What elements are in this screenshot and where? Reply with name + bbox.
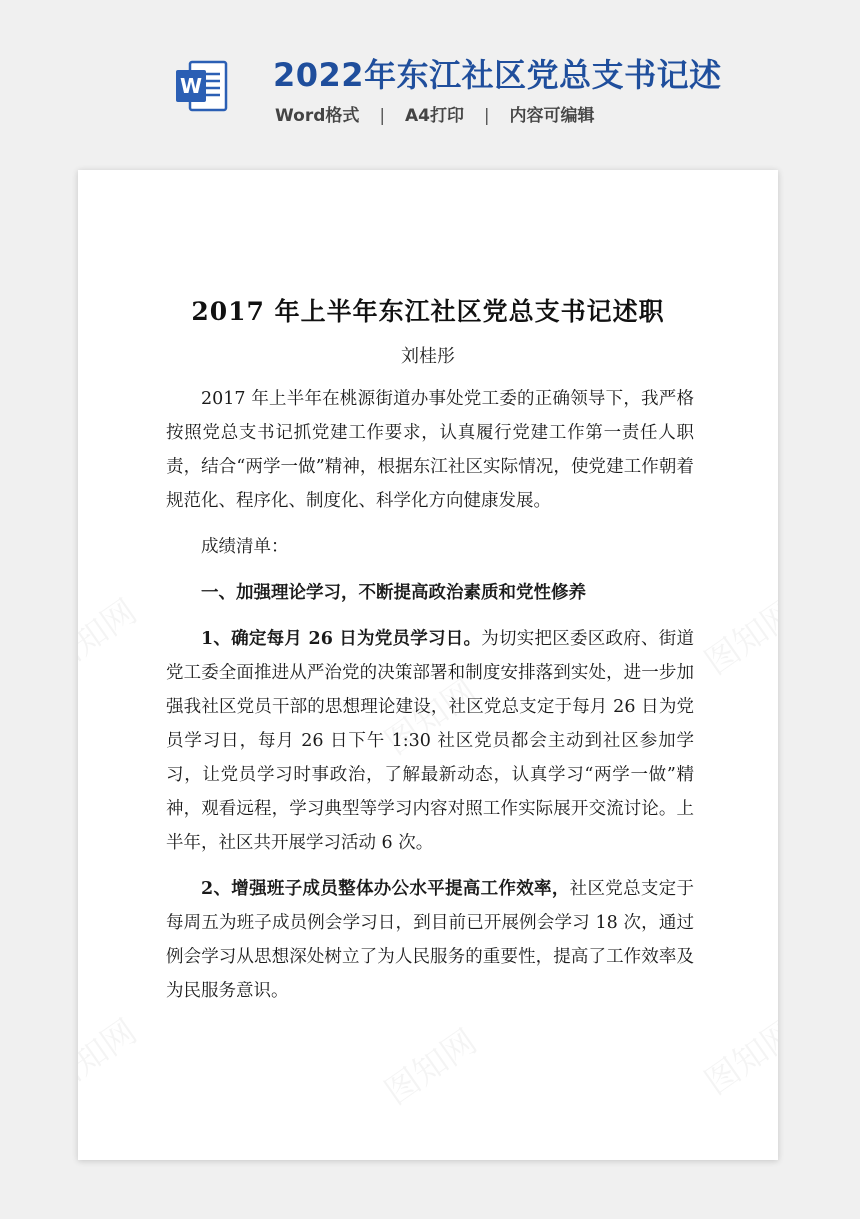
document-page: [78, 170, 778, 1160]
tag-separator: |: [483, 106, 490, 126]
header: [0, 0, 860, 160]
header-tags: [275, 101, 595, 126]
item-paragraph: [166, 622, 694, 860]
word-doc-icon: [174, 58, 230, 114]
watermark: [373, 1015, 485, 1114]
watermark: [78, 585, 145, 684]
tag-editable: 内容可编辑: [509, 106, 595, 126]
document-author: 刘桂彤: [401, 346, 455, 367]
section-heading: 一、加强理论学习，不断提高政治素质和党性修养: [201, 583, 586, 603]
document-body: [166, 382, 694, 1008]
header-title: 2022年东江社区党总支书记述: [273, 56, 722, 94]
item-body: 社区党总支定于每周五为班子成员例会学习日，到目前已开展例会学习 18 次，通过例会学习从思想深处树立了为人民服务的重要性，提高了工作效率及为民服务意识。: [166, 879, 694, 1001]
tag-separator: |: [379, 106, 386, 126]
item-lead: 1、确定每月 26 日为党员学习日。: [201, 629, 482, 649]
tag-print: A4打印: [404, 106, 464, 126]
document-title: 2017 年上半年东江社区党总支书记述职: [191, 297, 665, 326]
item-lead: 2、增强班子成员整体办公水平提高工作效率，: [201, 879, 570, 899]
item-paragraph: [166, 872, 694, 1008]
intro-paragraph: 2017 年上半年在桃源街道办事处党工委的正确领导下，我严格按照党总支书记抓党建工作要求，认真履行党建工作第一责任人职责，结合“两学一做”精神，根据东江社区实际情况，使党建工作朝着规范化、程序化、制度化、科学化方向健康发展。: [166, 389, 694, 511]
watermark: [78, 1005, 145, 1104]
svg-text:W: W: [179, 74, 203, 98]
item-body: 为切实把区委区政府、街道党工委全面推进从严治党的决策部署和制度安排落到实处，进一步加强我社区党员干部的思想理论建设，社区党总支定于每月 26 日为党员学习日，每月 26 日下午 1:30 社区党员都会主动到社区参加学习，让党员学习时事政治，了解最新动态，认真学习“两学一做”精神，观看远程，学习典型等学习内容对照工作实际展开交流讨论。上半年，社区共开展学习活动 6 次。: [166, 629, 694, 853]
watermark: [693, 585, 778, 684]
tag-format: Word格式: [275, 106, 360, 126]
watermark: [693, 1005, 778, 1104]
achievements-label: 成绩清单：: [201, 537, 289, 557]
